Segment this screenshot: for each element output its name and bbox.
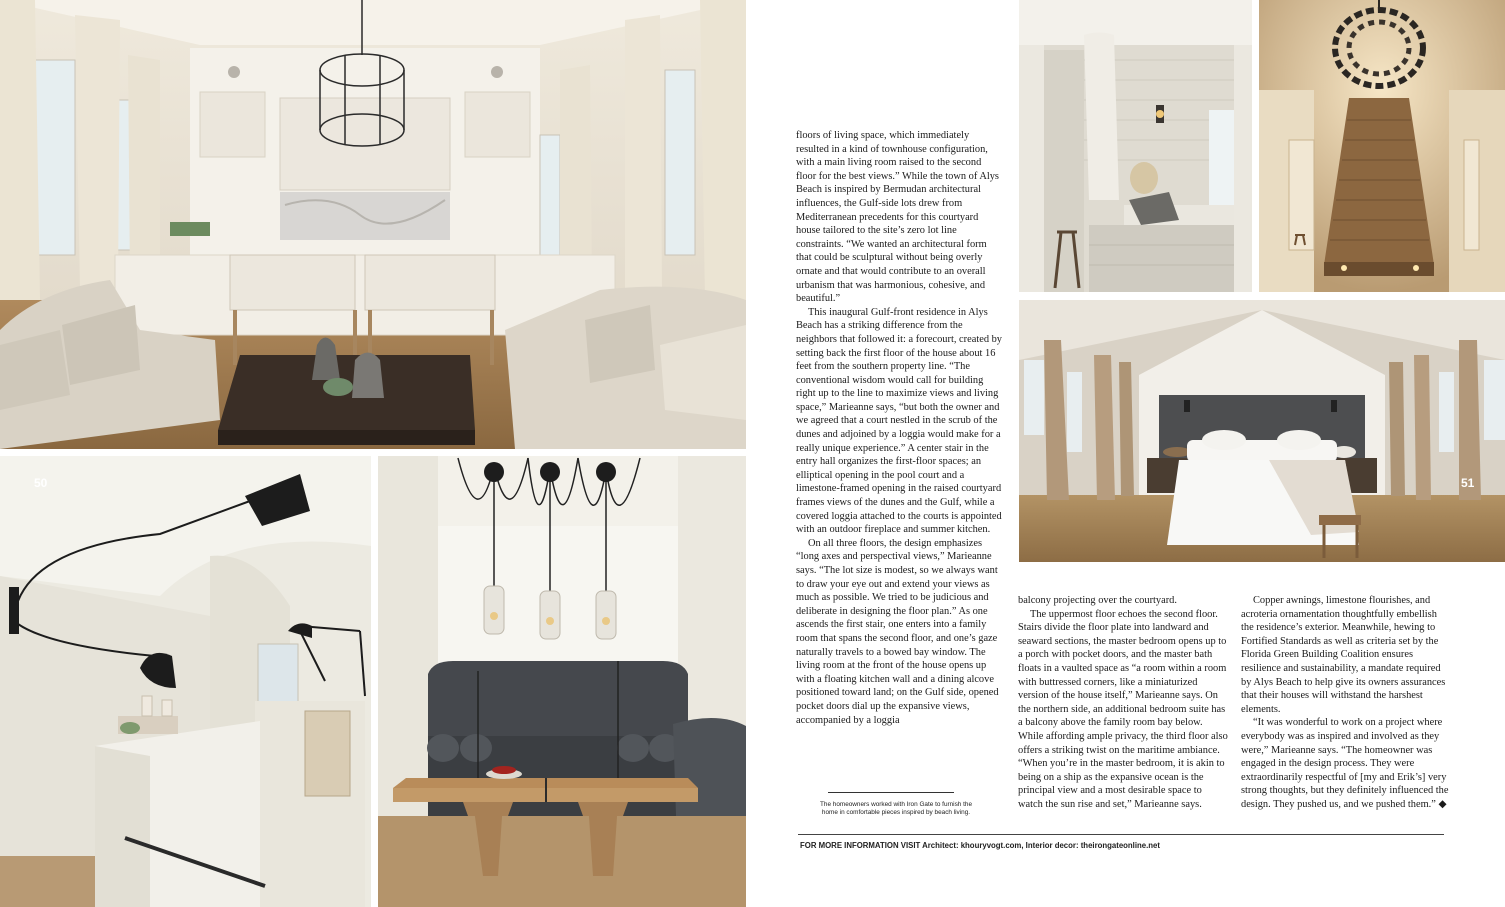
paragraph: floors of living space, which immediately resulted in a kind of townhouse configuration, with a main living room raised to the second floor for the best views.” While the town of Alys Beach is inspired by Bermudan architectural influences, the Gulf-side lots drew from Mediterranean precedents for this courtyard house tailored to the site’s zero lot line constraints. “We wanted an architectural form that could be sculptural without being overly ornate and that would contribute to an overall urbanism that was harmonious, cohesive, and beautiful.” xyxy=(796,130,999,305)
photo-window-nook xyxy=(1019,0,1252,292)
photo-dining-alcove xyxy=(378,456,746,907)
page-number-left: 50 xyxy=(34,476,48,490)
photo-master-bedroom xyxy=(1019,300,1505,562)
article-column-1 xyxy=(796,129,1004,727)
photo-caption: The homeowners worked with Iron Gate to furnish the home in comfortable pieces inspired by beach living. xyxy=(819,801,973,816)
article-column-3 xyxy=(1241,594,1449,812)
paragraph: “It was wonderful to work on a project where everybody was as inspired and involved as they were,” Marieanne says. “The homeowner was engaged in the design process. They were extraordinarily respectful of [my and Erik’s] very strong thoughts, but they definitely influenced the design. They pushed us, and we pushed them.” ◆ xyxy=(1241,717,1449,810)
photo-stair-chandelier xyxy=(1259,0,1505,292)
photo-living-room-kitchen xyxy=(0,0,746,449)
paragraph: Copper awnings, limestone flourishes, and acroteria ornamentation thoughtfully embellish the residence’s exterior. Meanwhile, hewing to Fortified Standards as well as criteria set by the Florida Green Building Coalition ensures resilience and sustainability, a mandate required by Alys Beach to help give its owners assurances that their houses will withstand the harshest elements. xyxy=(1241,595,1446,715)
caption-rule xyxy=(828,792,954,793)
paragraph: balcony projecting over the courtyard. xyxy=(1018,595,1177,606)
paragraph: The uppermost floor echoes the second floor. Stairs divide the floor plate into landward and seaward sections, the master bedroom opens up to a porch with pocket doors, and the master bath floats in a vaulted space as “a room within a room with buttressed corners, like a miniaturized version of the house itself,” Marieanne says. On the northern side, an additional bedroom suite has a balcony above the family room bay below. While affording ample privacy, the third floor also offers a striking twist on the maritime ambiance. “When you’re in the master bedroom, it is akin to being on a ship as the expansive ocean is the principal view and a most desirable space to watch the sun rise and set,” Marieanne says. xyxy=(1018,608,1228,810)
article-column-2 xyxy=(1018,594,1228,812)
more-information-line: FOR MORE INFORMATION VISIT Architect: khouryvogt.com, Interior decor: theirongateonline.net xyxy=(800,841,1160,850)
photo-stair-landing xyxy=(0,456,371,907)
info-rule xyxy=(798,834,1444,835)
page-number-right: 51 xyxy=(1461,476,1475,490)
paragraph: This inaugural Gulf-front residence in Alys Beach has a striking difference from the neighbors that followed it: a forecourt, created by setting back the first floor of the house about 16 feet from the southern property line. “The conventional wisdom would call for building right up to the line to maximize views and living space,” Marieanne says, “but both the owner and we agreed that a court nestled in the scrub of the dunes and adjoined by a loggia would make for a really unique experience.” A center stair in the entry hall organizes the first-floor spaces; an elliptical opening in the pool court and a limestone-framed opening in the raised courtyard frames views of the dunes and the Gulf, while a covered loggia attached to the courts is appointed with an outdoor fireplace and summer kitchen. xyxy=(796,306,1003,536)
paragraph: On all three floors, the design emphasizes “long axes and perspectival views,” Marieanne says. “The lot size is modest, so we always want to draw your eye out and extend your views as much as possible. We tried to be judicious and deliberate in designing the floor plan.” As one ascends the first stair, one enters into a family room that spans the second floor, and one’s gaze naturally travels to a bowed bay window. The living room at the front of the house opens up with a floating kitchen wall and a dining alcove positioned toward land; on the Gulf side, opened pocket doors dial up the expansive views, accompanied by a loggia xyxy=(796,537,999,726)
